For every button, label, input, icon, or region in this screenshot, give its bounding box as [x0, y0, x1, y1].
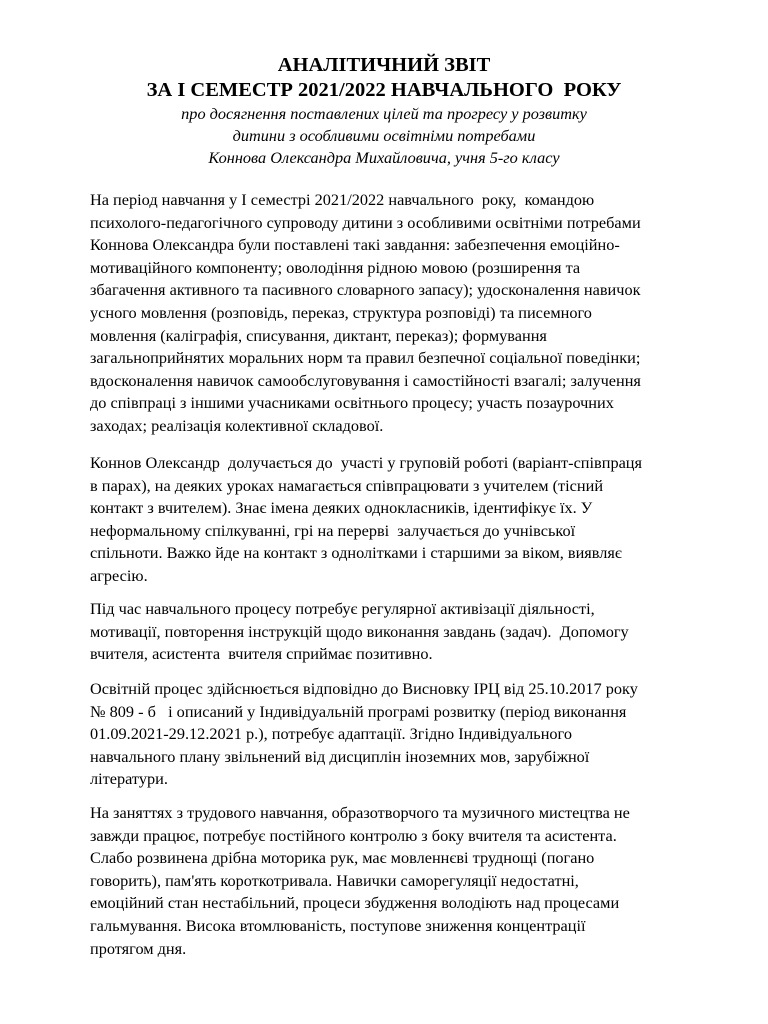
paragraph-development-notes — [90, 802, 730, 960]
text-line: говорить), пам'ять короткотривала. Навички саморегуляції недостатні, — [90, 870, 579, 890]
text-line: протягом дня. — [90, 938, 187, 958]
text-line: заходах; реалізація колективної складової. — [90, 415, 384, 435]
text-line: психолого-педагогічного супроводу дитини з особливими освітніми потребами — [90, 212, 641, 232]
text-line: контакт з вчителем). Знає імена деяких однокласників, ідентифікує їх. У — [90, 498, 593, 518]
paragraph-social-interaction — [90, 452, 730, 588]
report-title-line-2: ЗА І СЕМЕСТР 2021/2022 НАВЧАЛЬНОГО РОКУ — [146, 79, 622, 101]
text-line: літератури. — [90, 769, 168, 789]
report-subtitle-line-3: Коннова Олександра Михайловича, учня 5-го класу — [208, 148, 560, 167]
text-line: неформальному спілкуванні, грі на перерві залучається до учнівської — [90, 520, 576, 540]
text-line: агресію. — [90, 565, 148, 585]
text-line: мотивації, повторення інструкцій щодо виконання завдань (задач). Допомогу — [90, 621, 629, 641]
text-line: На заняттях з трудового навчання, образотворчого та музичного мистецтва не — [90, 803, 630, 822]
text-line: Слабо розвинена дрібна моторика рук, має мовленнєві труднощі (погано — [90, 848, 595, 868]
text-line: збагачення активного та пасивного словарного запасу); удосконалення навичок — [90, 280, 641, 300]
text-line: Під час навчального процесу потребує регулярної активізації діяльності, — [90, 599, 595, 618]
paragraph-educational-program — [90, 678, 730, 791]
text-line: На період навчання у І семестрі 2021/2022 навчального року, командою — [90, 190, 595, 209]
text-line: усного мовлення (розповідь, переказ, структура розповіді) та писемного — [90, 302, 592, 322]
text-line: завжди працює, потребує постійного контролю з боку вчителя та асистента. — [90, 825, 617, 845]
report-subtitle-line-1: про досягнення поставлених цілей та прогресу у розвитку — [181, 104, 587, 123]
text-line: гальмування. Висока втомлюваність, поступове зниження концентрації — [90, 915, 586, 935]
text-line: 01.09.2021-29.12.2021 р.), потребує адаптації. Згідно Індивідуального — [90, 724, 572, 744]
paragraph-learning-process — [90, 598, 730, 666]
report-subtitle-line-2: дитини з особливими освітніми потребами — [232, 126, 536, 145]
text-line: вчителя, асистента вчителя сприймає позитивно. — [90, 644, 433, 664]
text-line: емоційний стан нестабільний, процеси збудження володіють над процесами — [90, 893, 620, 913]
text-line: № 809 - б і описаний у Індивідуальній програмі розвитку (період виконання — [90, 701, 627, 721]
text-line: загальноприйнятих моральних норм та правил безпечної соціальної поведінки; — [90, 348, 641, 368]
text-line: мовлення (каліграфія, списування, диктант, переказ); формування — [90, 325, 547, 345]
text-line: спільноти. Важко йде на контакт з однолітками і старшими за віком, виявляє — [90, 543, 622, 563]
text-line: навчального плану звільнений від дисциплін іноземних мов, зарубіжної — [90, 746, 590, 766]
text-line: до співпраці з іншими учасниками освітнього процесу; участь позаурочних — [90, 393, 614, 413]
text-line: Освітній процес здійснюється відповідно до Висновку ІРЦ від 25.10.2017 року — [90, 679, 638, 698]
report-title-line-1: АНАЛІТИЧНИЙ ЗВІТ — [277, 54, 491, 76]
text-line: вдосконалення навичок самообслуговування і самостійності взагалі; залучення — [90, 370, 641, 390]
text-line: Коннова Олександра були поставлені такі завдання: забезпечення емоційно- — [90, 235, 620, 255]
text-line: Коннов Олександр долучається до участі у груповій роботі (варіант-співпраця — [90, 453, 643, 472]
paragraph-goals — [90, 189, 730, 438]
text-line: мотиваційного компоненту; оволодіння рідною мовою (розширення та — [90, 257, 581, 277]
text-line: в парах), на деяких уроках намагається співпрацювати з учителем (тісний — [90, 475, 604, 495]
